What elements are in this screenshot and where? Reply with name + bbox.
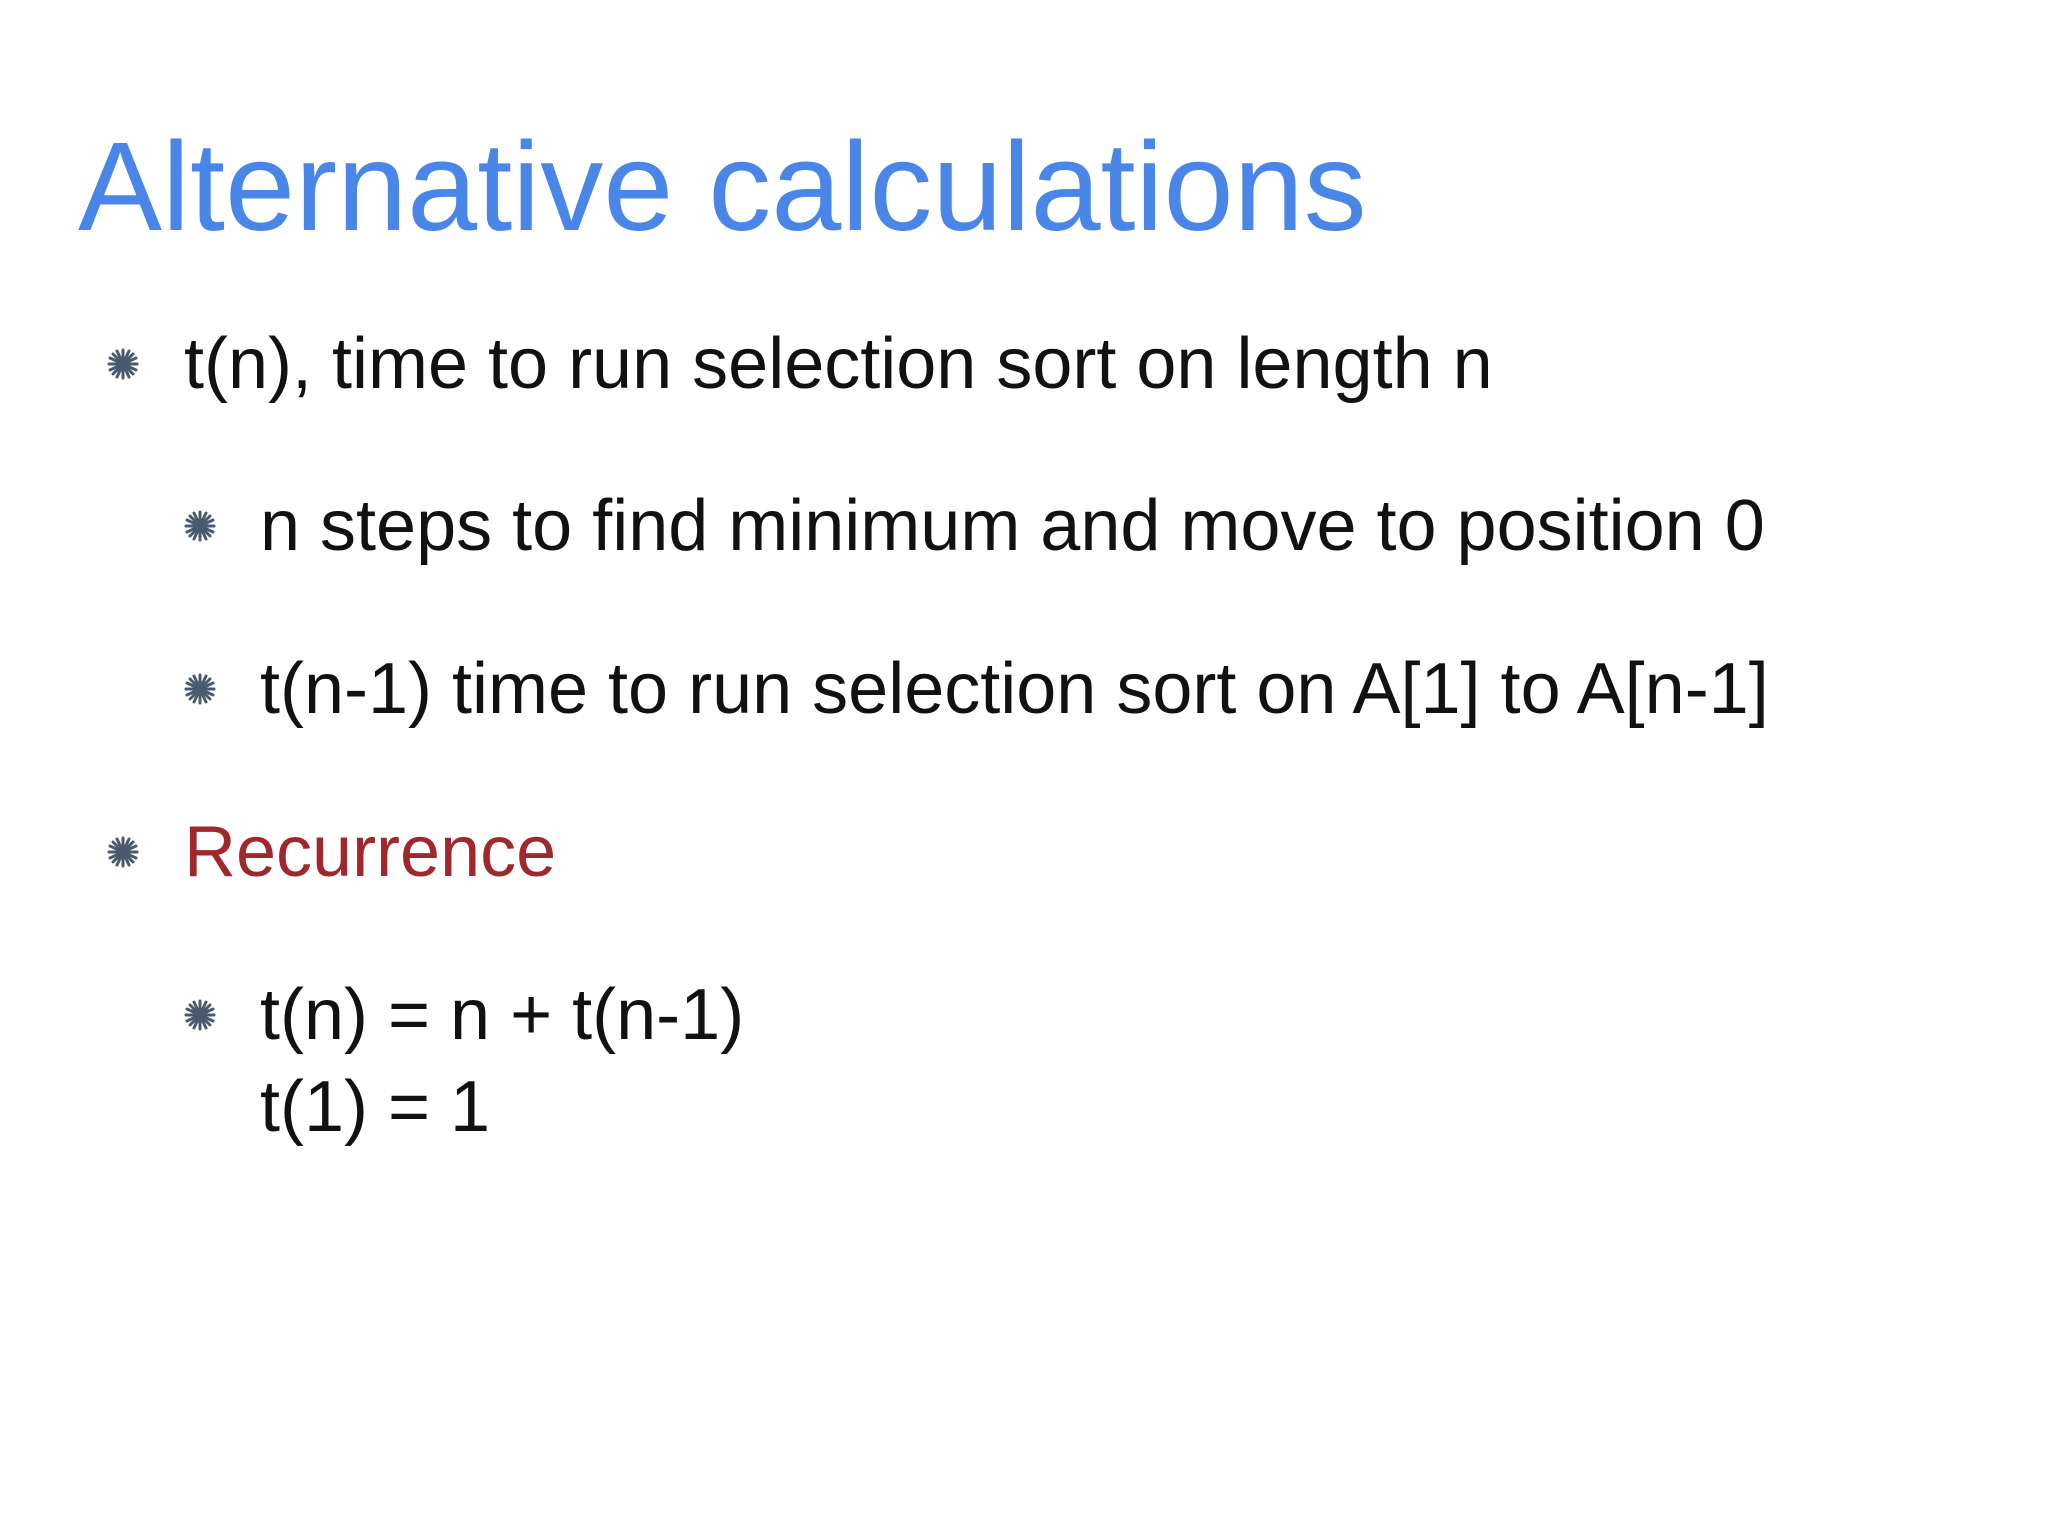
starburst-bullet-icon: [106, 835, 140, 869]
formula-line: t(n) = n + t(n-1): [260, 975, 745, 1055]
starburst-bullet-icon: [106, 347, 140, 381]
formula-line: t(1) = 1: [260, 1067, 491, 1147]
bullet-text-recurrence: Recurrence: [184, 812, 557, 892]
starburst-bullet-icon: [183, 509, 217, 543]
sub-bullet-item: [0, 643, 2048, 735]
starburst-bullet-icon: [183, 672, 217, 706]
sub-bullet-item: [0, 480, 2048, 572]
bullet-text: t(n-1) time to run selection sort on A[1] to A[n-1]: [260, 649, 1769, 729]
slide-title: Alternative calculations: [78, 116, 1367, 257]
starburst-bullet-icon: [183, 998, 217, 1032]
sub-bullet-item: [0, 969, 2048, 1153]
bullet-item: [0, 806, 2048, 898]
bullet-text: n steps to find minimum and move to position 0: [260, 486, 1765, 566]
bullet-item: [0, 318, 2048, 410]
bullet-text: t(n), time to run selection sort on length n: [184, 324, 1493, 404]
